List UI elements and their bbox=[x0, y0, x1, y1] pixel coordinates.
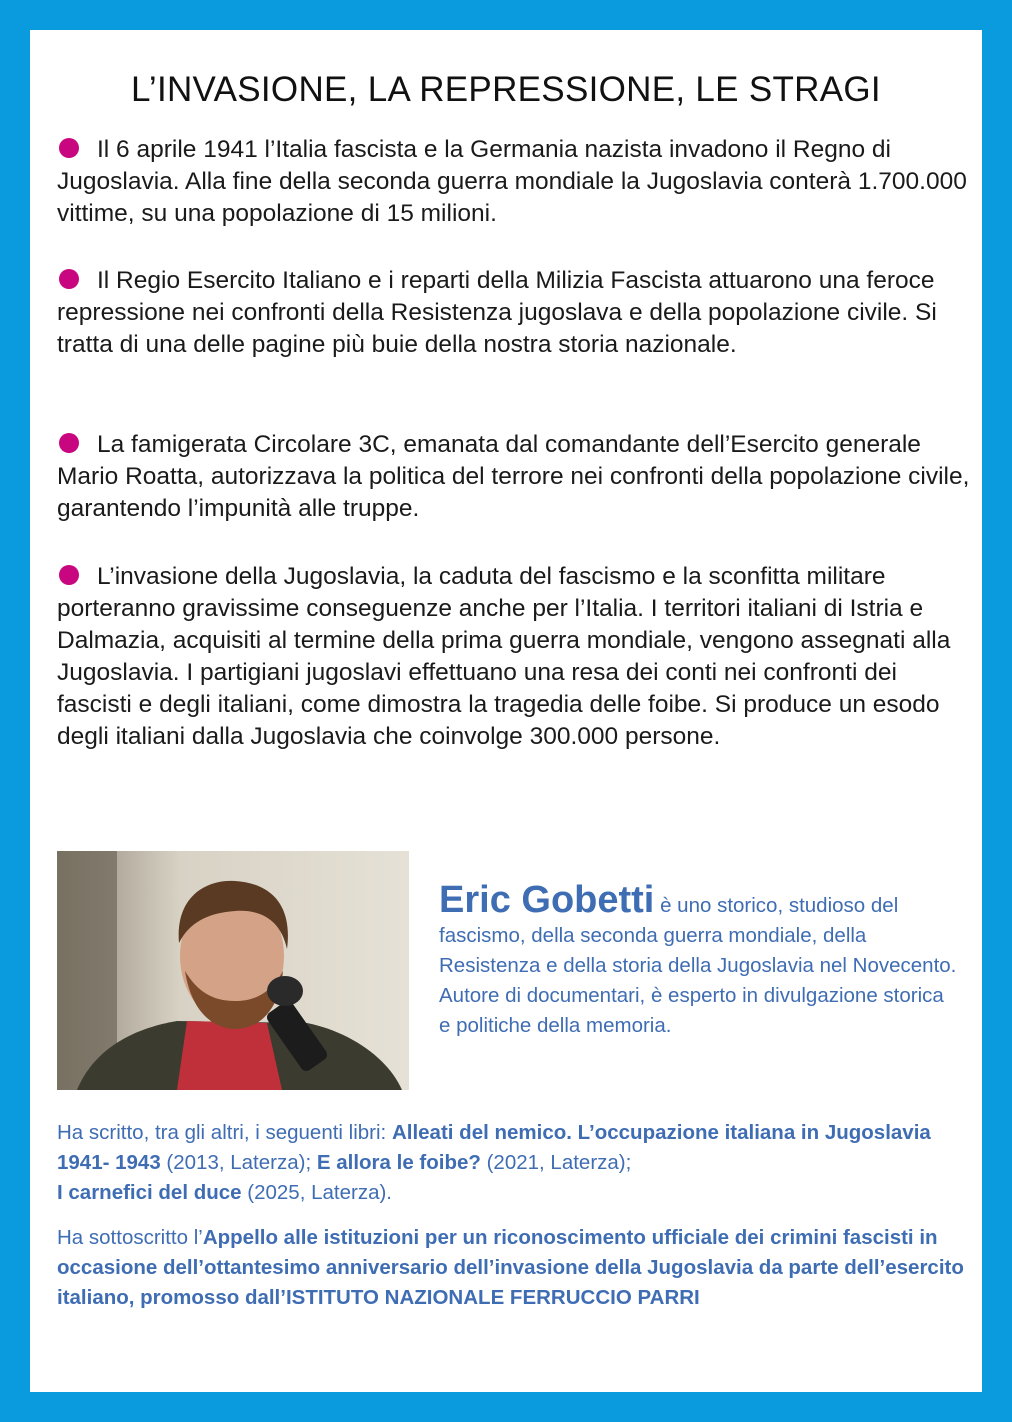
bullet-dot-icon bbox=[59, 138, 79, 158]
book-info-3: (2025, Laterza). bbox=[241, 1181, 392, 1204]
bullet-dot-icon bbox=[59, 565, 79, 585]
portrait-illustration bbox=[57, 851, 409, 1090]
book-title-2: E allora le foibe? bbox=[316, 1151, 481, 1174]
book-info-2: (2021, Laterza); bbox=[480, 1151, 632, 1174]
bullet-paragraph-1 bbox=[57, 134, 977, 230]
bullet-dot-icon bbox=[59, 433, 79, 453]
appeal-intro: Ha sottoscritto l’ bbox=[57, 1226, 203, 1249]
books-paragraph bbox=[57, 1118, 977, 1208]
author-bio bbox=[439, 880, 959, 1041]
author-photo bbox=[57, 851, 409, 1090]
bullet-paragraph-2 bbox=[57, 265, 977, 361]
bullet-text-4: L’invasione della Jugoslavia, la caduta del fascismo e la sconfitta militare porteranno gravissime conseguenze anche per l’Italia. I territori italiani di Istria e Dalmazia, acquisiti al termine della prima guerra mondiale, vengono assegnati alla Jugoslavia. I partigiani jugoslavi effettuano una resa dei conti nei confronti dei fascisti e degli italiani, come dimostra la tragedia delle foibe. Si produce un esodo degli italiani dalla Jugoslavia che coinvolge 300.000 persone. bbox=[57, 563, 951, 750]
bullet-paragraph-4 bbox=[57, 561, 977, 753]
poster-page bbox=[30, 30, 982, 1392]
books-intro: Ha scritto, tra gli altri, i seguenti libri: bbox=[57, 1121, 392, 1144]
appeal-text: Appello alle istituzioni per un riconoscimento ufficiale dei crimini fascisti in occasione dell’ottantesimo anniversario dell’invasione della Jugoslavia da parte dell’esercito italiano, promosso dall’ISTITUTO NAZIONALE FERRUCCIO PARRI bbox=[57, 1226, 964, 1309]
bullet-text-2: Il Regio Esercito Italiano e i reparti della Milizia Fascista attuarono una feroce repressione nei confronti della Resistenza jugoslava e della popolazione civile. Si tratta di una delle pagine più buie della nostra storia nazionale. bbox=[57, 267, 937, 358]
bullet-text-1: Il 6 aprile 1941 l’Italia fascista e la Germania nazista invadono il Regno di Jugoslavia. Alla fine della seconda guerra mondiale la Jugoslavia conterà 1.700.000 vittime, su una popolazione di 15 milioni. bbox=[57, 136, 967, 227]
author-name: Eric Gobetti bbox=[439, 879, 655, 921]
bullet-dot-icon bbox=[59, 269, 79, 289]
book-title-1: Alleati del nemico. L’occupazione italiana in Jugoslavia 1941- 1943 bbox=[57, 1121, 931, 1174]
bio-text-2: Autore di documentari, è esperto in divulgazione storica e politiche della memoria. bbox=[439, 984, 944, 1037]
bio-text-1: è uno storico, studioso del fascismo, della seconda guerra mondiale, della Resistenza e della storia della Jugoslavia nel Novecento. bbox=[439, 894, 957, 977]
bullet-paragraph-3 bbox=[57, 429, 977, 525]
appeal-paragraph bbox=[57, 1223, 977, 1313]
book-info-1: (2013, Laterza); bbox=[160, 1151, 317, 1174]
bullet-text-3: La famigerata Circolare 3C, emanata dal comandante dell’Esercito generale Mario Roatta, autorizzava la politica del terrore nei confronti della popolazione civile, garantendo l’impunità alle truppe. bbox=[57, 431, 970, 522]
book-title-3: I carnefici del duce bbox=[57, 1181, 242, 1204]
page-title: L’INVASIONE, LA REPRESSIONE, LE STRAGI bbox=[131, 70, 881, 109]
